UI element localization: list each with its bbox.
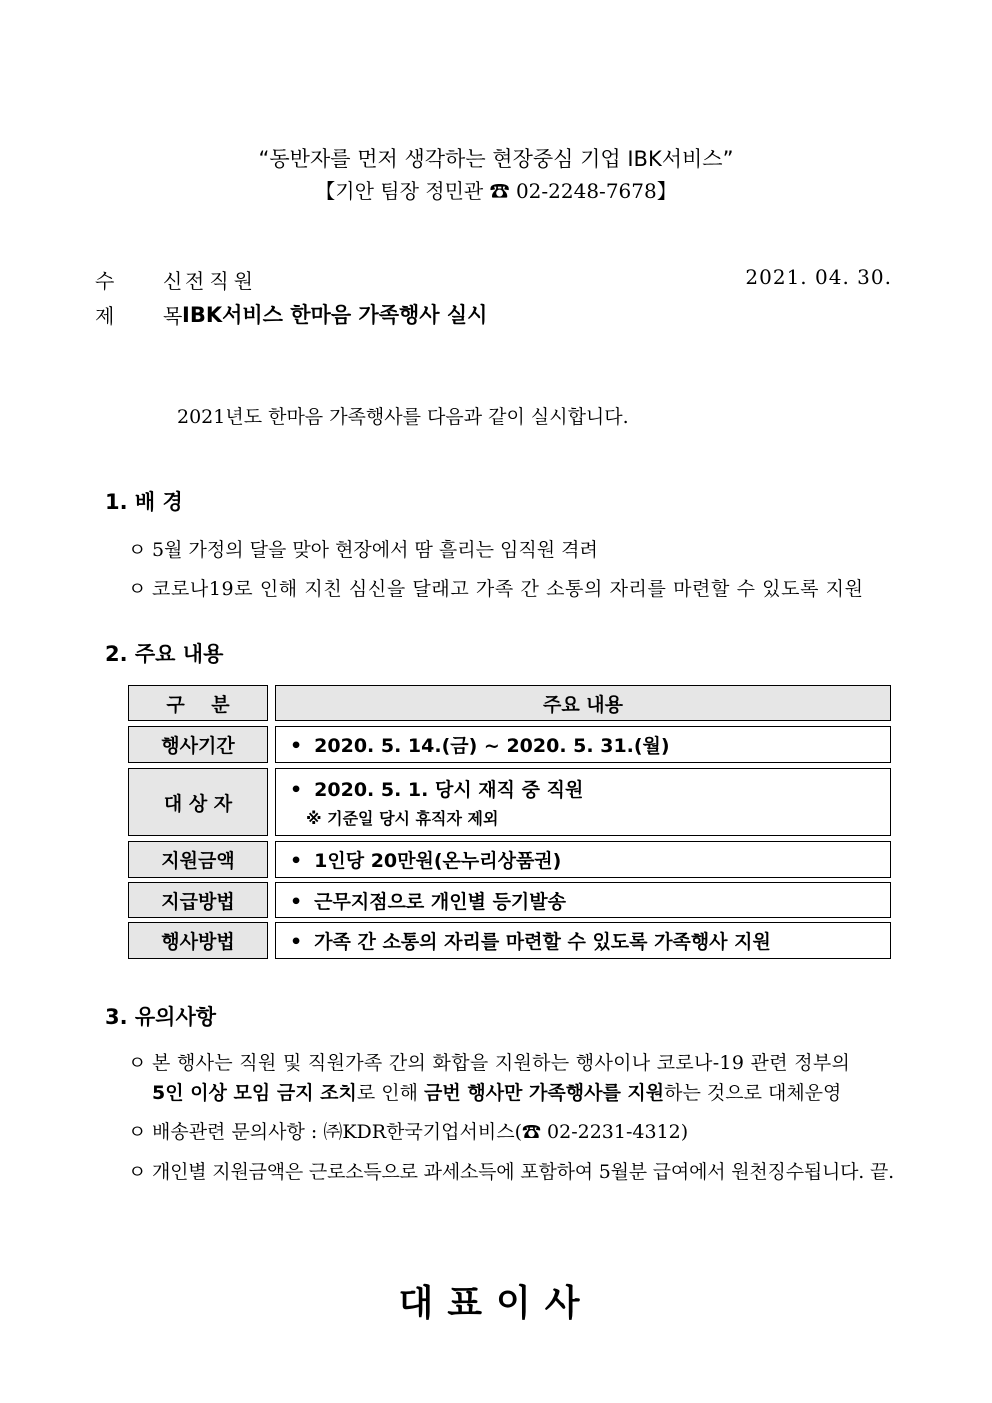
list-item-text: 개인별 지원금액은 근로소득으로 과세소득에 포함하여 5월분 급여에서 원천징수됩니다. 끝.	[152, 1161, 894, 1183]
plain-text: 로 인해	[356, 1082, 425, 1104]
table-row	[275, 882, 891, 918]
list-item	[128, 574, 864, 601]
bullet-mark: ㅇ	[128, 539, 147, 561]
list-item	[128, 1157, 894, 1184]
table-cell-content: 근무지점으로 개인별 등기발송	[314, 890, 566, 913]
plain-text: 하는 것으로 대체운영	[664, 1082, 842, 1104]
bullet-dot: •	[290, 779, 303, 801]
drafter-info: 【기안 팀장 정민관 ☎ 02-2248-7678】	[315, 179, 677, 203]
bullet-dot: •	[290, 931, 303, 953]
table-header-category: 구 분	[128, 685, 268, 721]
list-item-text: 코로나19로 인해 지친 심신을 달래고 가족 간 소통의 자리를 마련할 수 있도록 지원	[152, 578, 864, 600]
table-row-label: 행사방법	[128, 922, 268, 959]
table-cell-content: 2020. 5. 1. 당시 재직 중 직원	[314, 779, 584, 801]
list-item-text: 배송관련 문의사항 : ㈜KDR한국기업서비스(☎ 02-2231-4312)	[152, 1121, 689, 1143]
list-item	[128, 1048, 850, 1075]
table-row	[275, 768, 891, 836]
list-item	[128, 535, 598, 562]
table-row-label: 지원금액	[128, 841, 268, 878]
document-date: 2021. 04. 30.	[745, 265, 892, 289]
list-item-text: 본 행사는 직원 및 직원가족 간의 화합을 지원하는 행사이나 코로나-19 관련 정부의	[152, 1052, 851, 1074]
bullet-dot: •	[290, 735, 303, 757]
recipient-value: 전직원	[185, 269, 258, 293]
section1-title: 1. 배 경	[105, 490, 183, 514]
table-row	[275, 841, 891, 878]
table-cell-note: ※ 기준일 당시 휴직자 제외	[306, 809, 499, 828]
table-cell-content: 2020. 5. 14.(금) ~ 2020. 5. 31.(월)	[314, 735, 670, 757]
table-cell-content: 가족 간 소통의 자리를 마련할 수 있도록 가족행사 지원	[314, 931, 771, 953]
bullet-mark: ㅇ	[128, 578, 147, 600]
bullet-mark: ㅇ	[128, 1161, 147, 1183]
section2-title: 2. 주요 내용	[105, 642, 224, 666]
table-row	[275, 726, 891, 763]
subject-label: 제 목	[95, 304, 195, 328]
list-item-continuation	[152, 1078, 841, 1105]
emphasis-text: 금번 행사만 가족행사를 지원	[424, 1082, 665, 1104]
table-row-label: 지급방법	[128, 882, 268, 918]
intro-text: 2021년도 한마음 가족행사를 다음과 같이 실시합니다.	[177, 406, 629, 428]
emphasis-text: 5인 이상 모임 금지 조치	[152, 1082, 357, 1104]
bullet-mark: ㅇ	[128, 1052, 147, 1074]
table-row-label: 행사기간	[128, 726, 268, 763]
subject-value: IBK서비스 한마음 가족행사 실시	[182, 303, 488, 327]
table-row-label: 대 상 자	[128, 768, 268, 836]
table-cell-content: 1인당 20만원(온누리상품권)	[314, 850, 562, 872]
list-item-text: 5월 가정의 달을 맞아 현장에서 땀 흘리는 임직원 격려	[152, 539, 598, 561]
table-row	[275, 922, 891, 959]
recipient-label: 수 신	[95, 269, 195, 293]
bullet-dot: •	[290, 850, 303, 872]
section3-title: 3. 유의사항	[105, 1005, 217, 1029]
slogan: “동반자를 먼저 생각하는 현장중심 기업 IBK서비스”	[258, 147, 734, 171]
bullet-mark: ㅇ	[128, 1121, 147, 1143]
table-header-content: 주요 내용	[275, 685, 891, 721]
list-item	[128, 1117, 688, 1144]
bullet-dot: •	[290, 890, 303, 913]
signature: 대표이사	[398, 1283, 594, 1324]
